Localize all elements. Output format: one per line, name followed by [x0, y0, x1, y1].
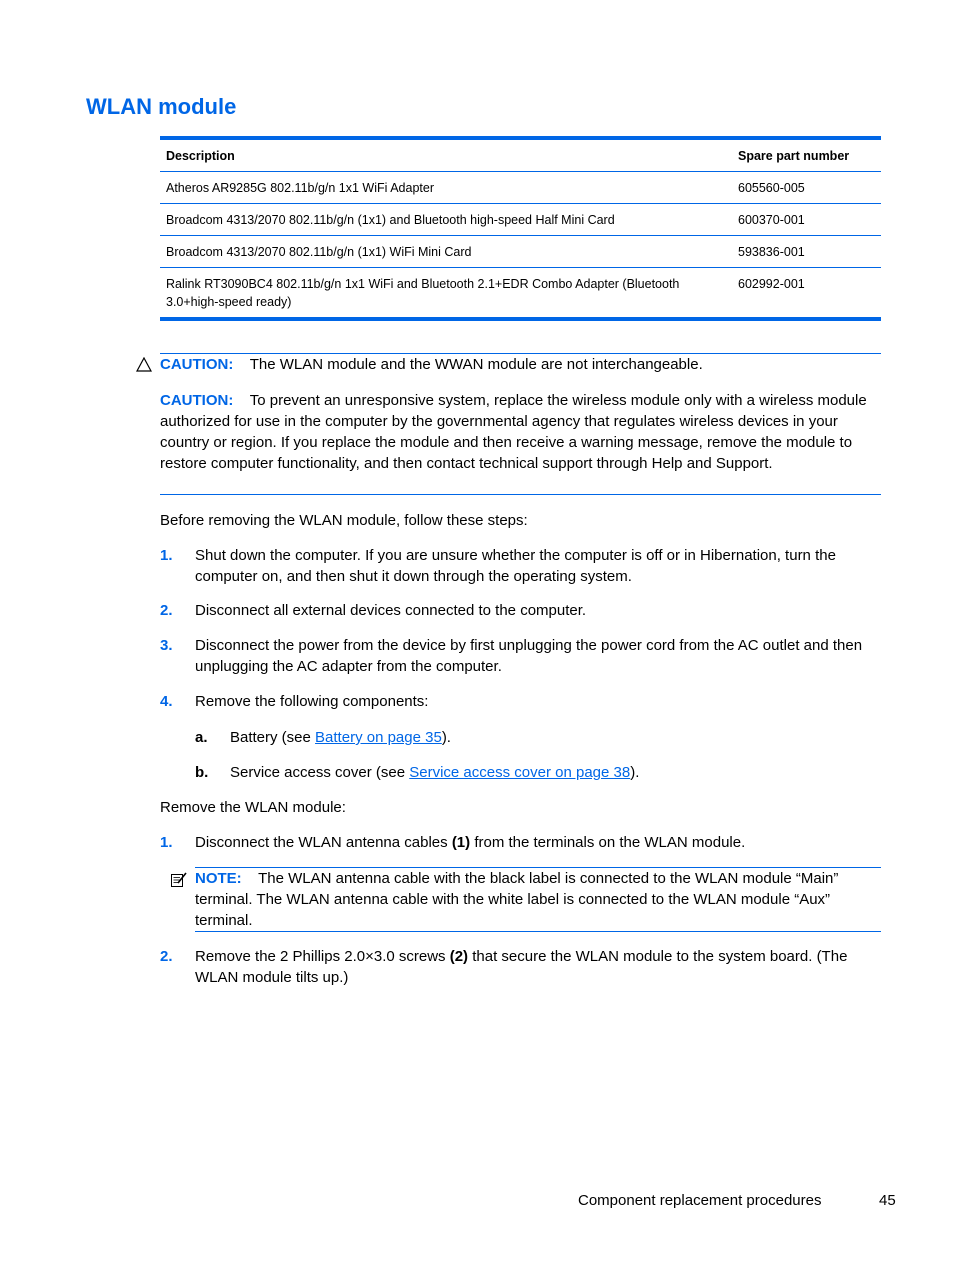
- caution-line-1: [160, 354, 881, 375]
- step-text-part: from the terminals on the WLAN module.: [470, 834, 746, 851]
- header-spare-part-number: Spare part number: [738, 148, 850, 163]
- caution-label: CAUTION:: [160, 392, 234, 409]
- page-number: 45: [879, 1192, 896, 1209]
- note-body: The WLAN antenna cable with the black label is connected to the WLAN module “Main” terminal. The WLAN antenna cable with the white label is connected to the WLAN module “Aux” terminal.: [195, 870, 839, 929]
- note-icon: [170, 871, 188, 889]
- step-number: 1.: [160, 834, 173, 851]
- cell-description: Broadcom 4313/2070 802.11b/g/n (1x1) WiFi Mini Card: [166, 244, 472, 259]
- table-row: [160, 268, 881, 317]
- substep-letter: b.: [195, 764, 209, 781]
- step-text: Shut down the computer. If you are unsure whether the computer is off or in Hibernation, turn the computer on, and then shut it down through the operating system.: [195, 547, 836, 585]
- warning-triangle-icon: [136, 357, 152, 372]
- cell-description: Broadcom 4313/2070 802.11b/g/n (1x1) and Bluetooth high-speed Half Mini Card: [166, 212, 615, 227]
- step-text-part: that secure the WLAN module to the system board. (The WLAN module tilts up.): [195, 948, 848, 986]
- cell-description: Atheros AR9285G 802.11b/g/n 1x1 WiFi Adapter: [166, 180, 434, 195]
- step-number: 3.: [160, 637, 173, 654]
- step-text: Disconnect all external devices connected to the computer.: [195, 602, 587, 619]
- service-access-cover-link[interactable]: Service access cover on page 38: [409, 764, 631, 781]
- substep-suffix: ).: [630, 764, 640, 781]
- note-bottom-rule: [195, 931, 881, 932]
- step-text: [195, 832, 881, 853]
- step-text-part: Remove the 2 Phillips 2.0×3.0 screws: [195, 948, 450, 965]
- note-text: [195, 868, 881, 931]
- substep-prefix: Battery (see: [230, 729, 316, 746]
- caution-text: To prevent an unresponsive system, replace the wireless module only with a wireless module authorized for use in the computer by the governmental agency that regulates wireless devices in your country or region. If you replace the module and then receive a warning message, remove the module to restore computer functionality, and then contact technical support through Help and Support.: [160, 392, 867, 472]
- caution-paragraph-2: [160, 390, 881, 474]
- table-row: [160, 236, 881, 268]
- header-description: Description: [166, 148, 235, 163]
- caution-text: The WLAN module and the WWAN module are not interchangeable.: [249, 356, 703, 373]
- callout-number: (2): [449, 948, 469, 965]
- step-text-part: Disconnect the WLAN antenna cables: [195, 834, 452, 851]
- cell-spare-part: 600370-001: [738, 212, 805, 227]
- cell-spare-part: 602992-001: [738, 277, 805, 291]
- substep-prefix: Service access cover (see: [230, 764, 410, 781]
- cell-spare-part: 593836-001: [738, 244, 805, 259]
- remove-intro: Remove the WLAN module:: [160, 799, 346, 816]
- parts-table: [160, 136, 881, 321]
- step-text: Remove the following components:: [195, 693, 429, 710]
- table-row: [160, 172, 881, 204]
- footer-section: Component replacement procedures: [578, 1192, 822, 1209]
- step-text: [195, 946, 881, 988]
- step-text: Disconnect the power from the device by first unplugging the power cord from the AC outlet and then unplugging the AC adapter from the computer.: [195, 637, 863, 675]
- substep-letter: a.: [195, 729, 208, 746]
- before-intro: Before removing the WLAN module, follow these steps:: [160, 512, 528, 529]
- step-number: 2.: [160, 948, 173, 965]
- callout-number: (1): [451, 834, 471, 851]
- battery-link[interactable]: Battery on page 35: [315, 729, 442, 746]
- note-label: NOTE:: [195, 870, 242, 887]
- substep-suffix: ).: [441, 729, 451, 746]
- cell-spare-part: 605560-005: [738, 180, 805, 195]
- step-number: 1.: [160, 547, 173, 564]
- caution-label: CAUTION:: [160, 356, 234, 373]
- page-title: WLAN module: [86, 94, 237, 119]
- table-row: [160, 204, 881, 236]
- table-header-row: [160, 140, 881, 172]
- caution-bottom-rule: [160, 494, 881, 495]
- cell-description: Ralink RT3090BC4 802.11b/g/n 1x1 WiFi and Bluetooth 2.1+EDR Combo Adapter (Bluetooth 3.0+high-speed ready): [166, 277, 680, 309]
- substep-text: [230, 762, 881, 783]
- substep-text: [230, 727, 881, 748]
- step-number: 4.: [160, 693, 173, 710]
- step-number: 2.: [160, 602, 173, 619]
